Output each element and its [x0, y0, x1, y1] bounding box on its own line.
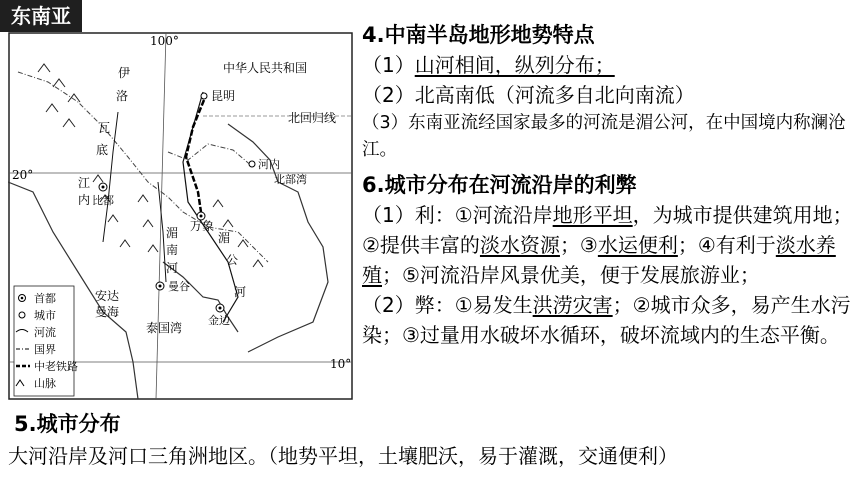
section-4-line-3: （3）东南亚流经国家最多的河流是湄公河，在中国境内称澜沧江。 [362, 113, 846, 160]
section-5-title: 5.城市分布 [14, 412, 121, 436]
svg-text:10°: 10° [330, 357, 352, 371]
svg-text:内: 内 [78, 193, 91, 207]
section-5 [8, 408, 860, 472]
section-6-title: 6.城市分布在河流沿岸的利弊 [362, 173, 637, 197]
svg-text:河: 河 [166, 261, 179, 275]
svg-text:国界: 国界 [34, 343, 56, 356]
svg-text:河内: 河内 [258, 158, 280, 171]
svg-text:江: 江 [78, 176, 91, 190]
svg-text:洛: 洛 [116, 89, 129, 103]
label-china: 中华人民共和国 [223, 61, 308, 75]
svg-text:城市: 城市 [34, 309, 56, 322]
svg-text:比都: 比都 [92, 194, 114, 207]
section-6-disadvantages: （2）弊：①易发生洪涝灾害；②城市众多，易产生水污染；③过量用水破坏水循环，破坏流域内的生态平衡。 [362, 293, 851, 347]
section-4-line-1: （1）山河相间，纵列分布； [362, 53, 615, 77]
svg-text:金边: 金边 [208, 314, 230, 327]
section-4-title: 4.中南半岛地形地势特点 [362, 23, 595, 47]
section-6-advantages: （1）利：①河流沿岸地形平坦，为城市提供建筑用地；②提供丰富的淡水资源；③水运便利；④有利于淡水养殖；⑤河流沿岸风景优美，便于发展旅游业； [362, 203, 853, 287]
svg-text:湄: 湄 [166, 226, 179, 240]
svg-text:南: 南 [166, 243, 179, 257]
svg-text:首都: 首都 [34, 292, 56, 305]
svg-text:公: 公 [226, 253, 239, 267]
svg-text:山脉: 山脉 [34, 377, 56, 390]
svg-text:北部湾: 北部湾 [274, 173, 307, 186]
svg-text:瓦: 瓦 [98, 121, 111, 135]
svg-text:北回归线: 北回归线 [288, 111, 337, 125]
svg-text:中老铁路: 中老铁路 [34, 360, 78, 373]
map-legend [14, 286, 78, 396]
svg-text:泰国湾: 泰国湾 [146, 321, 183, 335]
section-5-text: 大河沿岸及河口三角洲地区。（地势平坦，土壤肥沃，易于灌溉，交通便利） [8, 444, 678, 468]
section-4-line-2: （2）北高南低（河流多自北向南流） [362, 83, 695, 107]
svg-text:万象: 万象 [190, 219, 215, 233]
southeast-asia-map [8, 32, 353, 400]
svg-text:河: 河 [234, 285, 247, 299]
section-tag: 东南亚 [0, 0, 82, 32]
svg-text:伊: 伊 [118, 66, 131, 80]
svg-text:河流: 河流 [34, 326, 56, 339]
svg-text:湄: 湄 [218, 231, 231, 245]
svg-text:20°: 20° [12, 168, 34, 182]
svg-text:昆明: 昆明 [211, 89, 236, 103]
svg-text:曼海: 曼海 [95, 305, 120, 319]
svg-text:曼谷: 曼谷 [168, 280, 190, 293]
label-lon100: 100° [150, 34, 179, 48]
notes-column [362, 20, 858, 350]
svg-text:底: 底 [96, 143, 109, 157]
svg-text:安达: 安达 [95, 289, 120, 303]
